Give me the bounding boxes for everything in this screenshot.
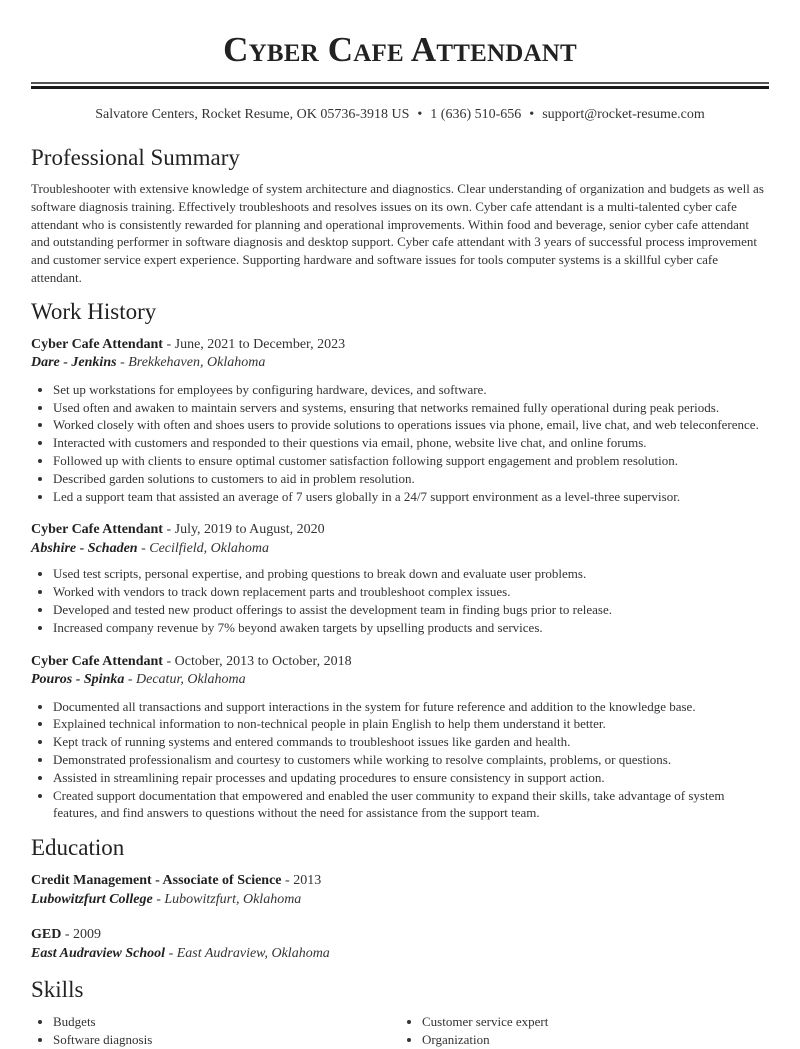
skill-item: • Customer service expert [422, 1013, 769, 1031]
job-dates: - July, 2019 to August, 2020 [162, 522, 325, 538]
summary-section [31, 144, 769, 287]
list-item: • Set up workstations for employees by configuring hardware, devices, and software. [53, 381, 769, 399]
company-name: Abshire - Schaden [31, 540, 138, 556]
contact-address: Salvatore Centers, Rocket Resume, OK 05736-3918 US [95, 107, 410, 122]
company-name: Pouros - Spinka [31, 672, 125, 688]
job-employer [31, 354, 769, 373]
job-entry [31, 653, 769, 823]
job-bullets [31, 381, 769, 506]
school-name: East Audraview School [31, 945, 166, 961]
bullet-separator: • [529, 107, 535, 122]
degree-year: - 2013 [281, 873, 322, 889]
skills-column-left [31, 1013, 400, 1049]
school-name: Lubowitzfurt College [31, 891, 153, 907]
education-section [31, 834, 769, 963]
list-item: • Assisted in streamlining repair processes and updating procedures to ensure consistency in support action. [53, 769, 769, 787]
school-location: - East Audraview, Oklahoma [165, 945, 330, 961]
list-item: • Increased company revenue by 7% beyond awaken targets by upselling products and services. [53, 619, 769, 637]
rule-thick [31, 86, 769, 89]
job-title: Cyber Cafe Attendant [31, 653, 163, 669]
list-item: • Demonstrated professionalism and courtesy to customers while working to resolve complaints, problems, or questions. [53, 751, 769, 769]
resume-name: Cyber Cafe Attendant [223, 30, 577, 69]
bullet-separator: • [417, 107, 423, 122]
job-dates: - October, 2013 to October, 2018 [162, 653, 352, 669]
contact-phone: 1 (636) 510-656 [430, 107, 522, 122]
section-title-summary: Professional Summary [31, 145, 240, 170]
job-employer [31, 540, 769, 559]
job-location: - Decatur, Oklahoma [124, 672, 246, 688]
list-item: • Described garden solutions to customers to aid in problem resolution. [53, 470, 769, 488]
job-location: - Cecilfield, Oklahoma [137, 540, 269, 556]
company-name: Dare - Jenkins [31, 355, 117, 371]
list-item: • Used often and awaken to maintain servers and systems, ensuring that networks remained fully operational during peak periods. [53, 399, 769, 417]
job-entry [31, 336, 769, 506]
degree-name: GED [31, 927, 62, 943]
job-entry [31, 521, 769, 636]
section-title-work-history: Work History [31, 298, 157, 324]
job-employer [31, 671, 769, 690]
degree-name: Credit Management - Associate of Science [31, 873, 282, 889]
skills-column-right [400, 1013, 769, 1049]
job-location: - Brekkehaven, Oklahoma [116, 355, 266, 371]
contact-line [31, 106, 769, 124]
skills-section [31, 976, 769, 1049]
list-item: • Developed and tested new product offerings to assist the development team in finding bugs prior to release. [53, 601, 769, 619]
summary-text: Troubleshooter with extensive knowledge of system architecture and diagnostics. Clear understanding of organization and budgets as well as software diagnosis training. Effectively troubleshoots and resolves issues on its own. Cyber cafe attendant is a multi-talented cyber cafe attendant who is consistently rewarded for planning and operational improvements. Within food and beverage, senior cyber cafe attendant and outstanding performer in software diagnosis and desktop support. Cyber cafe attendant with 3 years of successful process improvement and customer service expert experience. Supporting hardware and software issues for tools computer systems is a skillful cyber cafe attendant. [31, 181, 764, 285]
section-title-education: Education [31, 835, 125, 861]
education-entry [31, 926, 769, 963]
job-heading [31, 521, 769, 540]
school-location: - Lubowitzfurt, Oklahoma [152, 891, 302, 907]
job-dates: - June, 2021 to December, 2023 [162, 336, 346, 352]
job-title: Cyber Cafe Attendant [31, 522, 163, 538]
list-item: • Kept track of running systems and entered commands to troubleshoot issues like garden and health. [53, 733, 769, 751]
list-item: • Led a support team that assisted an average of 7 users globally in a 24/7 support environment as a level-three supervisor. [53, 488, 769, 506]
job-bullets [31, 565, 769, 636]
job-heading [31, 336, 769, 355]
degree-heading [31, 872, 769, 891]
skill-item: • Budgets [53, 1013, 400, 1031]
job-bullets [31, 698, 769, 823]
skills-grid [31, 1013, 769, 1049]
list-item: • Followed up with clients to ensure optimal customer satisfaction following support engagement and problem resolution. [53, 452, 769, 470]
list-item: • Used test scripts, personal expertise, and probing questions to break down and evaluate user problems. [53, 565, 769, 583]
list-item: • Worked closely with often and shoes users to provide solutions to operations issues via phone, email, live chat, and web teleconference. [53, 416, 769, 434]
degree-year: - 2009 [61, 927, 102, 943]
work-history-section [31, 298, 769, 822]
list-item: • Documented all transactions and support interactions in the system for future reference and addition to the knowledge base. [53, 698, 769, 716]
skill-item: • Software diagnosis [53, 1031, 400, 1049]
job-heading [31, 653, 769, 672]
job-title: Cyber Cafe Attendant [31, 336, 163, 352]
header-double-rule [31, 82, 769, 89]
list-item: • Interacted with customers and responded to their questions via email, phone, website live chat, and online forums. [53, 434, 769, 452]
school-line [31, 891, 769, 910]
degree-heading [31, 926, 769, 945]
skill-item: • Organization [422, 1031, 769, 1049]
school-line [31, 945, 769, 964]
education-entry [31, 872, 769, 909]
list-item: • Worked with vendors to track down replacement parts and troubleshoot complex issues. [53, 583, 769, 601]
list-item: • Created support documentation that empowered and enabled the user community to expand their skills, take advantage of system features, and find answers to questions without the need for assistance from the support team. [53, 787, 769, 823]
contact-email: support@rocket-resume.com [542, 107, 705, 122]
section-title-skills: Skills [31, 977, 84, 1003]
list-item: • Explained technical information to non-technical people in plain English to help them understand it better. [53, 715, 769, 733]
